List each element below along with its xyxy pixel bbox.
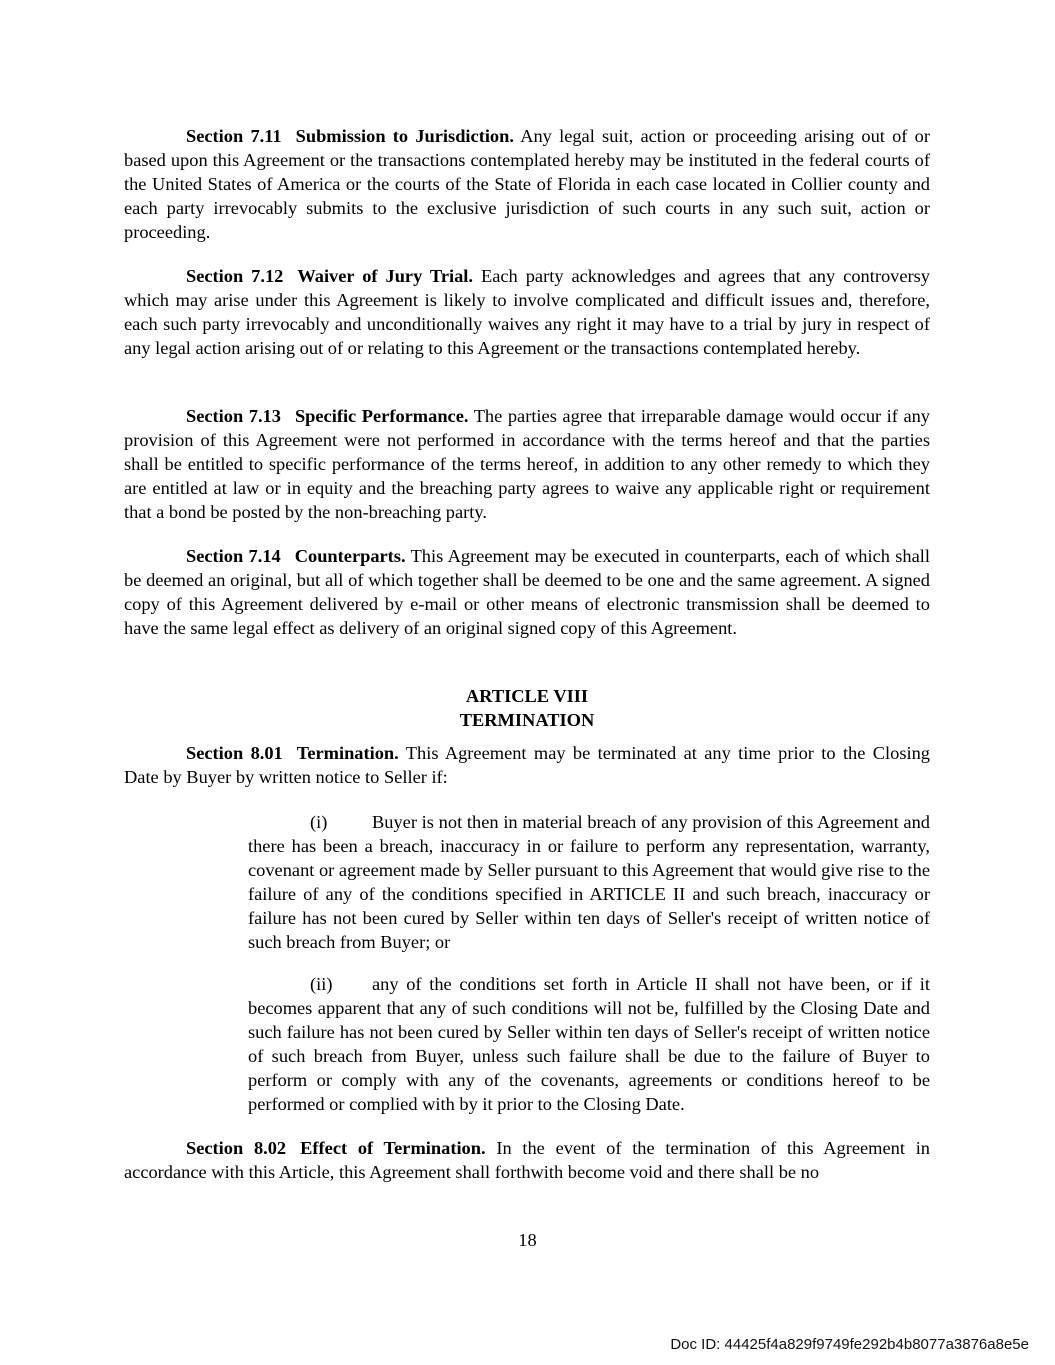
section-title: Waiver of Jury Trial. [297, 266, 474, 286]
doc-id: Doc ID: 44425f4a829f9749fe292b4b8077a3876a8e5e [670, 1336, 1029, 1353]
section-text: This Agreement may be terminated at any time prior to the Closing Date by Buyer by written notice to Seller if: [124, 743, 930, 787]
clause-text: any of the conditions set forth in Article II shall not have been, or if it becomes apparent that any of such conditions will not be, fulfilled by the Closing Date and such failure has not been cured by Seller within ten days of Seller's receipt of written notice of such breach from Buyer, unless such failure shall be due to the failure of Buyer to perform or comply with any of the covenants, agreements or conditions hereof to be performed or complied with by it prior to the Closing Date. [248, 974, 930, 1114]
section-title: Effect of Termination. [300, 1138, 486, 1158]
article-title: TERMINATION [459, 710, 595, 730]
article-number: ARTICLE VIII [465, 686, 589, 706]
section-number: Section 8.01 [186, 743, 283, 763]
section-7-14 [124, 544, 930, 640]
section-number: Section 7.12 [186, 266, 284, 286]
section-7-12 [124, 264, 930, 360]
clause-text: Buyer is not then in material breach of any provision of this Agreement and there has been a breach, inaccuracy in or failure to perform any representation, warranty, covenant or agreement made by Seller pursuant to this Agreement that would give rise to the failure of any of the conditions specified in ARTICLE II and such breach, inaccuracy or failure has not been cured by Seller within ten days of Seller's receipt of written notice of such breach from Buyer; or [248, 812, 930, 952]
clause-number: (i) [310, 812, 328, 832]
clause-ii [248, 972, 930, 1116]
section-number: Section 7.13 [186, 406, 281, 426]
section-title: Counterparts. [294, 546, 406, 566]
section-7-11 [124, 124, 930, 244]
section-text: Any legal suit, action or proceeding arising out of or based upon this Agreement or the transactions contemplated hereby may be instituted in the federal courts of the United States of America or the courts of the State of Florida in each case located in Collier county and each party irrevocably submits to the exclusive jurisdiction of such courts in any such suit, action or proceeding. [124, 126, 930, 242]
section-number: Section 7.14 [186, 546, 281, 566]
section-title: Submission to Jurisdiction. [295, 126, 514, 146]
section-text: The parties agree that irreparable damage would occur if any provision of this Agreement were not performed in accordance with the terms hereof and that the parties shall be entitled to specific performance of the terms hereof, in addition to any other remedy to which they are entitled at law or in equity and the breaching party agrees to waive any applicable right or requirement that a bond be posted by the non-breaching party. [124, 406, 931, 522]
page-number: 18 [518, 1230, 537, 1250]
section-number: Section 8.02 [186, 1138, 287, 1158]
clause-i [248, 810, 930, 954]
section-title: Termination. [296, 743, 399, 763]
section-text: This Agreement may be executed in counterparts, each of which shall be deemed an original, but all of which together shall be deemed to be one and the same agreement. A signed copy of this Agreement delivered by e-mail or other means of electronic transmission shall be deemed to have the same legal effect as delivery of an original signed copy of this Agreement. [124, 546, 931, 638]
section-number: Section 7.11 [186, 126, 282, 146]
section-text: Each party acknowledges and agrees that any controversy which may arise under this Agreement is likely to involve complicated and difficult issues and, therefore, each such party irrevocably and unconditionally waives any right it may have to a trial by jury in respect of any legal action arising out of or relating to this Agreement or the transactions contemplated hereby. [124, 266, 930, 358]
clause-number: (ii) [310, 974, 333, 994]
article-heading [124, 684, 930, 732]
section-title: Specific Performance. [294, 406, 469, 426]
section-8-02 [124, 1136, 930, 1184]
section-8-01 [124, 741, 930, 789]
section-7-13 [124, 404, 930, 524]
section-text: In the event of the termination of this Agreement in accordance with this Article, this Agreement shall forthwith become void and there shall be no [124, 1138, 930, 1182]
